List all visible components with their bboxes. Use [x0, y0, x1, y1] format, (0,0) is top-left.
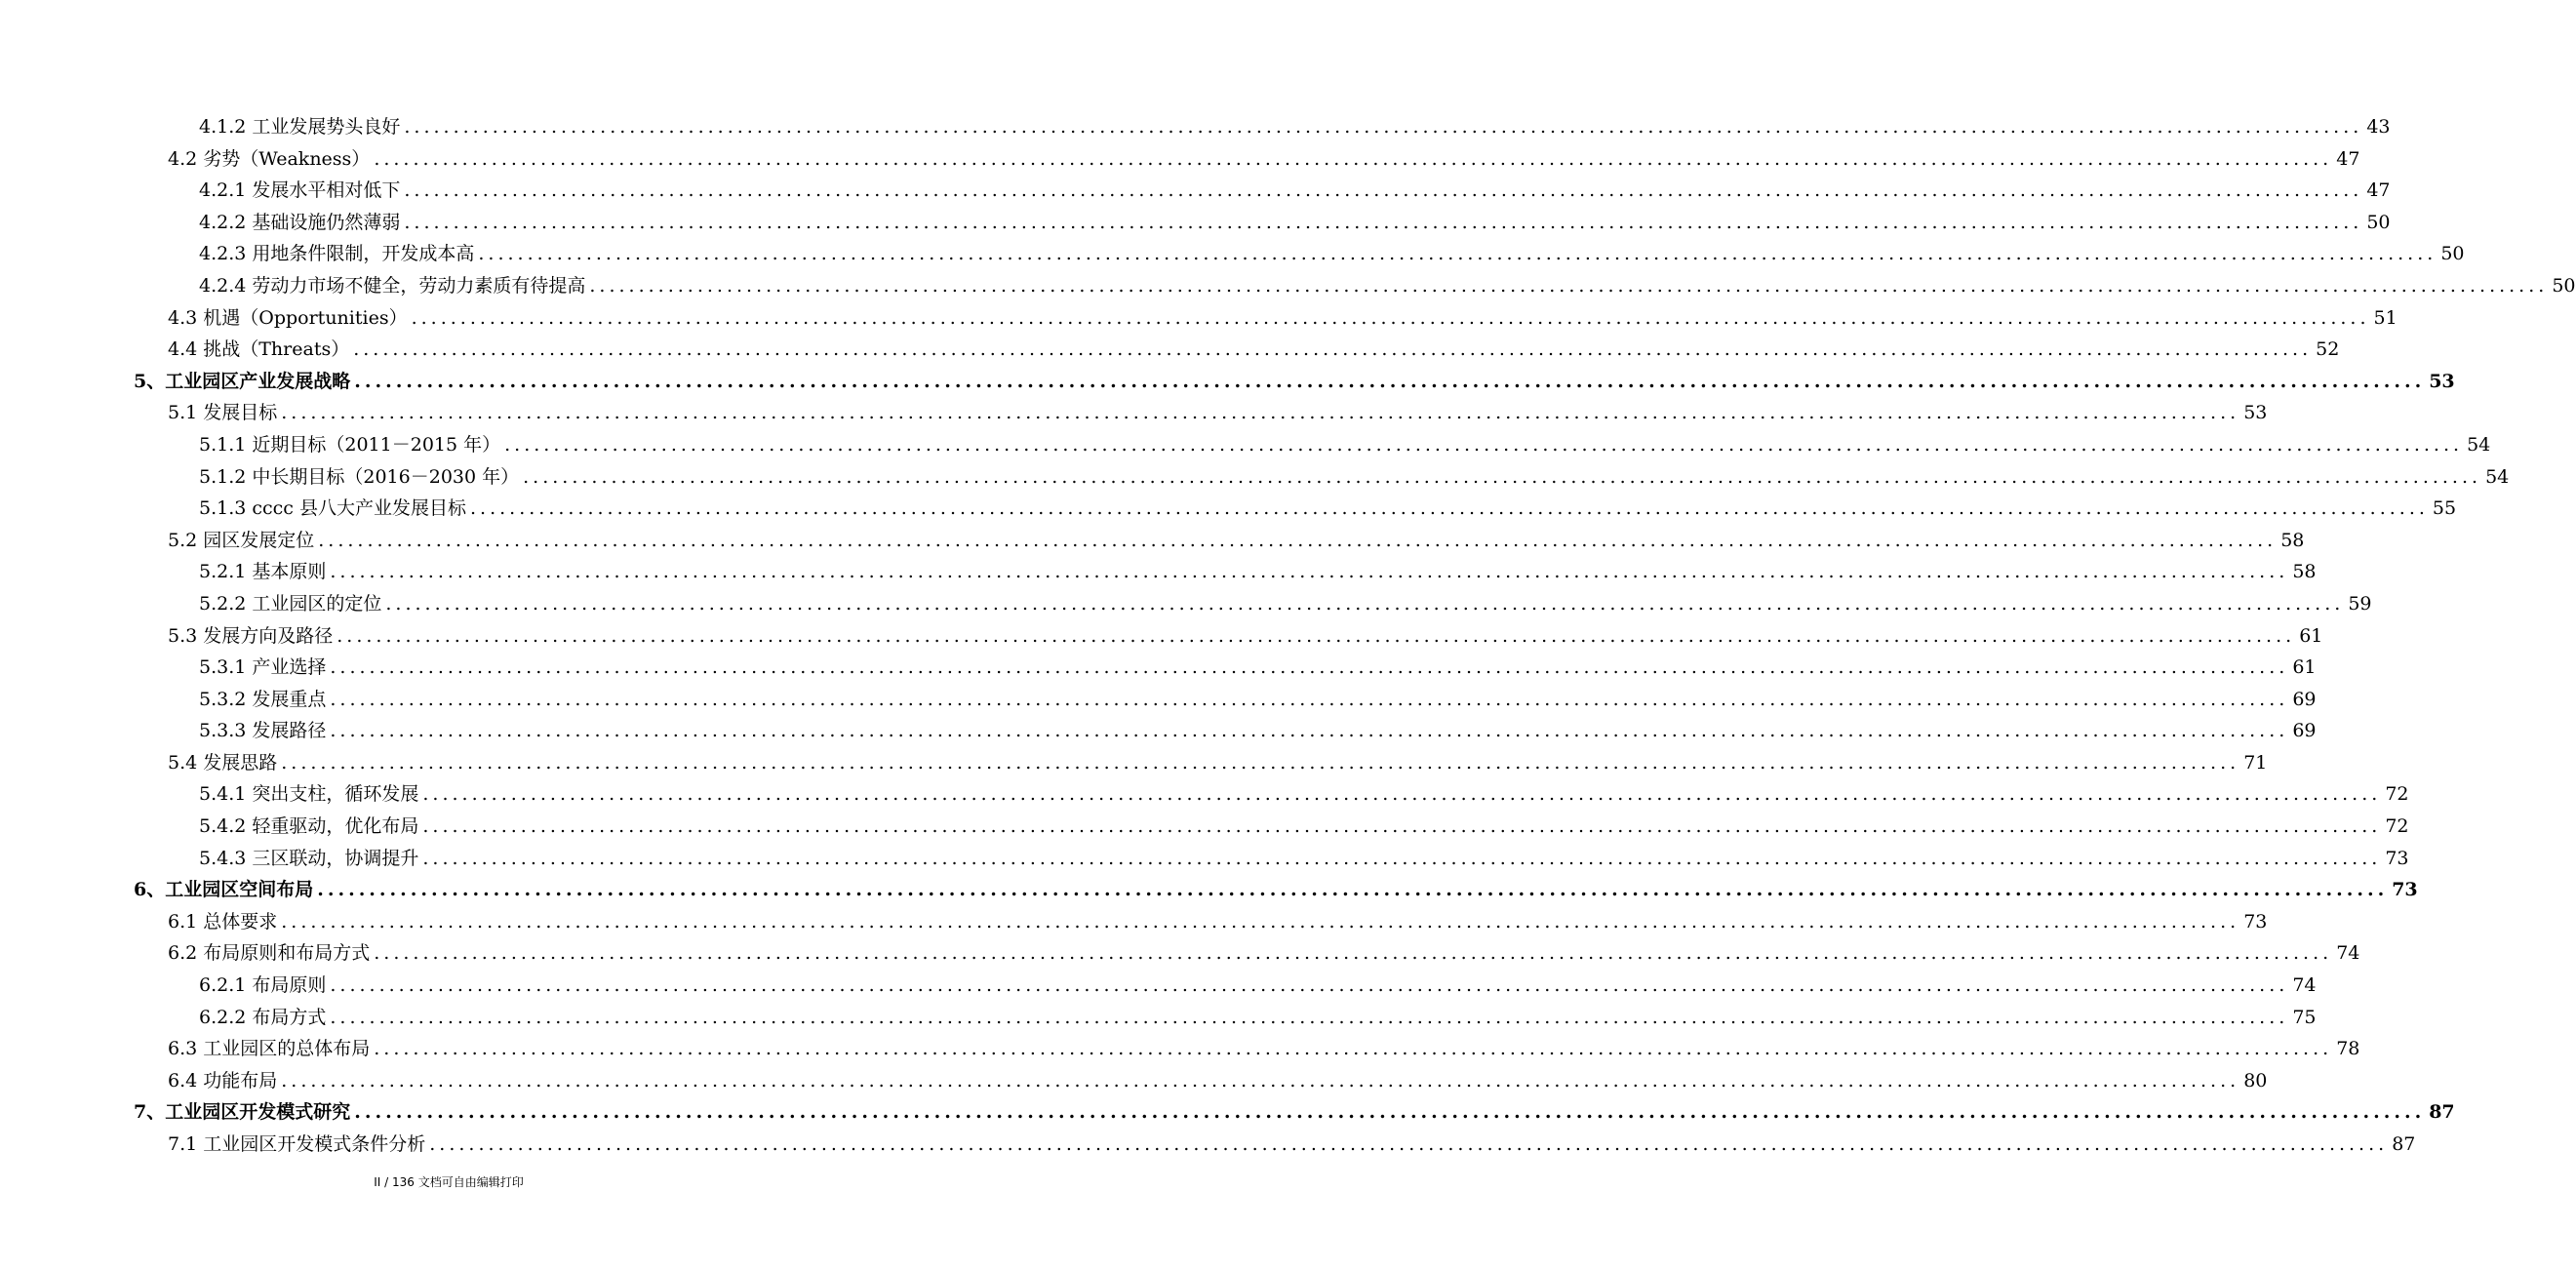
toc-dot-leader: ........................................................................................................................................................................................................	[330, 561, 2289, 583]
toc-entry[interactable]	[0, 588, 2372, 620]
toc-page-number: 50	[2366, 211, 2391, 233]
toc-entry-title: 5.1.2 中长期目标（2016－2030 年）	[199, 465, 520, 488]
toc-dot-leader: ........................................................................................................................................................................................................	[354, 370, 2426, 392]
toc-entry-title: 6、工业园区空间布局	[134, 879, 314, 901]
toc-entry-title: 5.4.1 突出支柱，循环发展	[199, 783, 419, 806]
toc-entry[interactable]	[0, 334, 2340, 366]
toc-page-number: 72	[2385, 815, 2409, 838]
toc-entry[interactable]	[0, 397, 2268, 429]
toc-entry-title: 5.4 发展思路	[168, 751, 278, 774]
toc-entry-title: 5.4.2 轻重驱动，优化布局	[199, 815, 419, 838]
toc-dot-leader: ........................................................................................................................................................................................................	[374, 147, 2333, 170]
toc-dot-leader: ........................................................................................................................................................................................................	[404, 211, 2363, 233]
toc-entry-title: 7.1 工业园区开发模式条件分析	[168, 1133, 426, 1155]
toc-entry[interactable]	[0, 270, 2576, 302]
toc-entry-title: 5.4.3 三区联动，协调提升	[199, 847, 419, 869]
toc-page-number: 47	[2336, 147, 2360, 170]
toc-entry-title: 7、工业园区开发模式研究	[134, 1101, 351, 1124]
toc-entry-title: 4.2.4 劳动力市场不健全，劳动力素质有待提高	[199, 274, 586, 297]
toc-dot-leader: ........................................................................................................................................................................................................	[504, 433, 2464, 456]
toc-dot-leader: ........................................................................................................................................................................................................	[374, 1038, 2333, 1060]
toc-entry-title: 4.3 机遇（Opportunities）	[168, 306, 408, 329]
toc-entry[interactable]	[0, 1033, 2360, 1065]
toc-entry-title: 4.1.2 工业发展势头良好	[199, 116, 401, 138]
toc-entry[interactable]	[0, 525, 2305, 557]
toc-page-number: 54	[2485, 465, 2510, 488]
toc-page-number: 72	[2385, 783, 2409, 806]
toc-entry[interactable]	[0, 143, 2360, 176]
toc-entry-title: 5.1 发展目标	[168, 402, 278, 424]
toc-page-number: 61	[2292, 656, 2317, 679]
toc-dot-leader: ........................................................................................................................................................................................................	[385, 592, 2345, 615]
toc-entry[interactable]	[0, 1129, 2416, 1161]
toc-dot-leader: ........................................................................................................................................................................................................	[317, 879, 2389, 901]
toc-dot-leader: ........................................................................................................................................................................................................	[318, 529, 2278, 551]
toc-entry-title: 6.1 总体要求	[168, 910, 278, 933]
toc-entry[interactable]	[0, 429, 2491, 461]
toc-entry-title: 5.2 园区发展定位	[168, 529, 315, 551]
toc-entry[interactable]	[0, 556, 2317, 588]
toc-dot-leader: ........................................................................................................................................................................................................	[354, 1101, 2426, 1124]
toc-dot-leader: ........................................................................................................................................................................................................	[281, 1069, 2240, 1091]
toc-page-number: 51	[2373, 306, 2398, 329]
toc-entry[interactable]	[0, 493, 2457, 525]
toc-dot-leader: ........................................................................................................................................................................................................	[330, 974, 2289, 997]
toc-page-number: 75	[2292, 1006, 2317, 1028]
toc-dot-leader: ........................................................................................................................................................................................................	[353, 338, 2313, 361]
toc-page-number: 47	[2366, 179, 2391, 202]
toc-page-number: 53	[2243, 402, 2268, 424]
toc-page-number: 50	[2552, 274, 2576, 297]
toc-page-number: 78	[2336, 1038, 2360, 1060]
toc-entry-title: 6.2.2 布局方式	[199, 1006, 327, 1028]
toc-page-number: 74	[2336, 942, 2360, 965]
toc-entry-title: 4.2 劣势（Weakness）	[168, 147, 371, 170]
toc-dot-leader: ........................................................................................................................................................................................................	[422, 783, 2382, 806]
toc-dot-leader: ........................................................................................................................................................................................................	[330, 1006, 2289, 1028]
toc-page-number: 69	[2292, 688, 2317, 710]
toc-entry-title: 5.3.3 发展路径	[199, 720, 327, 742]
toc-entry[interactable]	[0, 111, 2391, 143]
toc-dot-leader: ........................................................................................................................................................................................................	[411, 306, 2370, 329]
toc-entry[interactable]	[0, 843, 2409, 875]
toc-page-number: 80	[2243, 1069, 2268, 1091]
toc-page-number: 58	[2292, 561, 2317, 583]
toc-dot-leader: ........................................................................................................................................................................................................	[404, 116, 2363, 138]
toc-entry[interactable]	[0, 175, 2391, 207]
toc-page-number: 55	[2432, 497, 2457, 520]
toc-entry-title: 6.2 布局原则和布局方式	[168, 942, 371, 965]
toc-entry[interactable]	[0, 652, 2317, 684]
toc-page-number: 74	[2292, 974, 2317, 997]
toc-dot-leader: ........................................................................................................................................................................................................	[404, 179, 2363, 202]
toc-entry-title: 5.3 发展方向及路径	[168, 624, 334, 647]
toc-dot-leader: ........................................................................................................................................................................................................	[589, 274, 2549, 297]
toc-dot-leader: ........................................................................................................................................................................................................	[281, 402, 2240, 424]
toc-entry[interactable]	[0, 620, 2323, 653]
toc-dot-leader: ........................................................................................................................................................................................................	[281, 751, 2240, 774]
toc-dot-leader: ........................................................................................................................................................................................................	[523, 465, 2482, 488]
toc-dot-leader: ........................................................................................................................................................................................................	[330, 656, 2289, 679]
toc-entry-title: 4.2.2 基础设施仍然薄弱	[199, 211, 401, 233]
toc-page-number: 53	[2429, 370, 2455, 392]
toc-entry-title: 5.2.1 基本原则	[199, 561, 327, 583]
toc-page-number: 43	[2366, 116, 2391, 138]
toc-entry[interactable]	[0, 970, 2317, 1002]
toc-page-number: 61	[2299, 624, 2323, 647]
toc-entry-title: 6.3 工业园区的总体布局	[168, 1038, 371, 1060]
toc-entry[interactable]	[0, 207, 2391, 239]
toc-page-number: 69	[2292, 720, 2317, 742]
toc-entry-title: 5、工业园区产业发展战略	[134, 370, 351, 392]
toc-dot-leader: ........................................................................................................................................................................................................	[281, 910, 2240, 933]
toc-page-number: 73	[2243, 910, 2268, 933]
toc-dot-leader: ........................................................................................................................................................................................................	[330, 688, 2289, 710]
page-footer: II / 136 文档可自由编辑打印	[374, 1175, 524, 1189]
toc-page-number: 59	[2348, 592, 2372, 615]
toc-entry-title: 5.1.1 近期目标（2011－2015 年）	[199, 433, 501, 456]
toc-dot-leader: ........................................................................................................................................................................................................	[374, 942, 2333, 965]
toc-dot-leader: ........................................................................................................................................................................................................	[478, 243, 2437, 265]
toc-entry[interactable]	[0, 366, 2455, 398]
toc-dot-leader: ........................................................................................................................................................................................................	[470, 497, 2429, 520]
toc-entry[interactable]	[0, 874, 2418, 906]
toc-page-number: 50	[2440, 243, 2465, 265]
toc-entry-title: 4.2.1 发展水平相对低下	[199, 179, 401, 202]
toc-entry-title: 6.4 功能布局	[168, 1069, 278, 1091]
toc-entry-title: 5.3.1 产业选择	[199, 656, 327, 679]
toc-entry[interactable]	[0, 747, 2268, 779]
toc-entry-title: 6.2.1 布局原则	[199, 974, 327, 997]
toc-dot-leader: ........................................................................................................................................................................................................	[330, 720, 2289, 742]
toc-page-number: 58	[2280, 529, 2305, 551]
toc-dot-leader: ........................................................................................................................................................................................................	[422, 815, 2382, 838]
toc-page-number: 54	[2467, 433, 2491, 456]
toc-entry[interactable]	[0, 1096, 2455, 1129]
toc-entry[interactable]	[0, 461, 2510, 494]
toc-page-number: 52	[2316, 338, 2340, 361]
toc-entry[interactable]	[0, 302, 2398, 335]
toc-page-number: 87	[2429, 1101, 2455, 1124]
toc-entry[interactable]	[0, 811, 2409, 843]
toc-page-number: 71	[2243, 751, 2268, 774]
toc-page-number: 73	[2392, 879, 2418, 901]
toc-page-number: 87	[2392, 1133, 2416, 1155]
table-of-contents	[0, 111, 2576, 1161]
toc-dot-leader: ........................................................................................................................................................................................................	[422, 847, 2382, 869]
toc-dot-leader: ........................................................................................................................................................................................................	[429, 1133, 2389, 1155]
toc-page-number: 73	[2385, 847, 2409, 869]
toc-entry[interactable]	[0, 906, 2268, 938]
toc-entry-title: 5.2.2 工业园区的定位	[199, 592, 382, 615]
toc-entry-title: 4.4 挑战（Threats）	[168, 338, 350, 361]
toc-dot-leader: ........................................................................................................................................................................................................	[337, 624, 2296, 647]
toc-entry-title: 5.1.3 cccc 县八大产业发展目标	[199, 497, 466, 520]
toc-entry[interactable]	[0, 238, 2465, 270]
toc-entry[interactable]	[0, 778, 2409, 811]
toc-entry-title: 5.3.2 发展重点	[199, 688, 327, 710]
toc-entry[interactable]	[0, 937, 2360, 970]
toc-entry-title: 4.2.3 用地条件限制，开发成本高	[199, 243, 475, 265]
toc-entry[interactable]	[0, 1065, 2268, 1097]
toc-entry[interactable]	[0, 684, 2317, 716]
toc-entry[interactable]	[0, 1002, 2317, 1034]
toc-entry[interactable]	[0, 715, 2317, 747]
